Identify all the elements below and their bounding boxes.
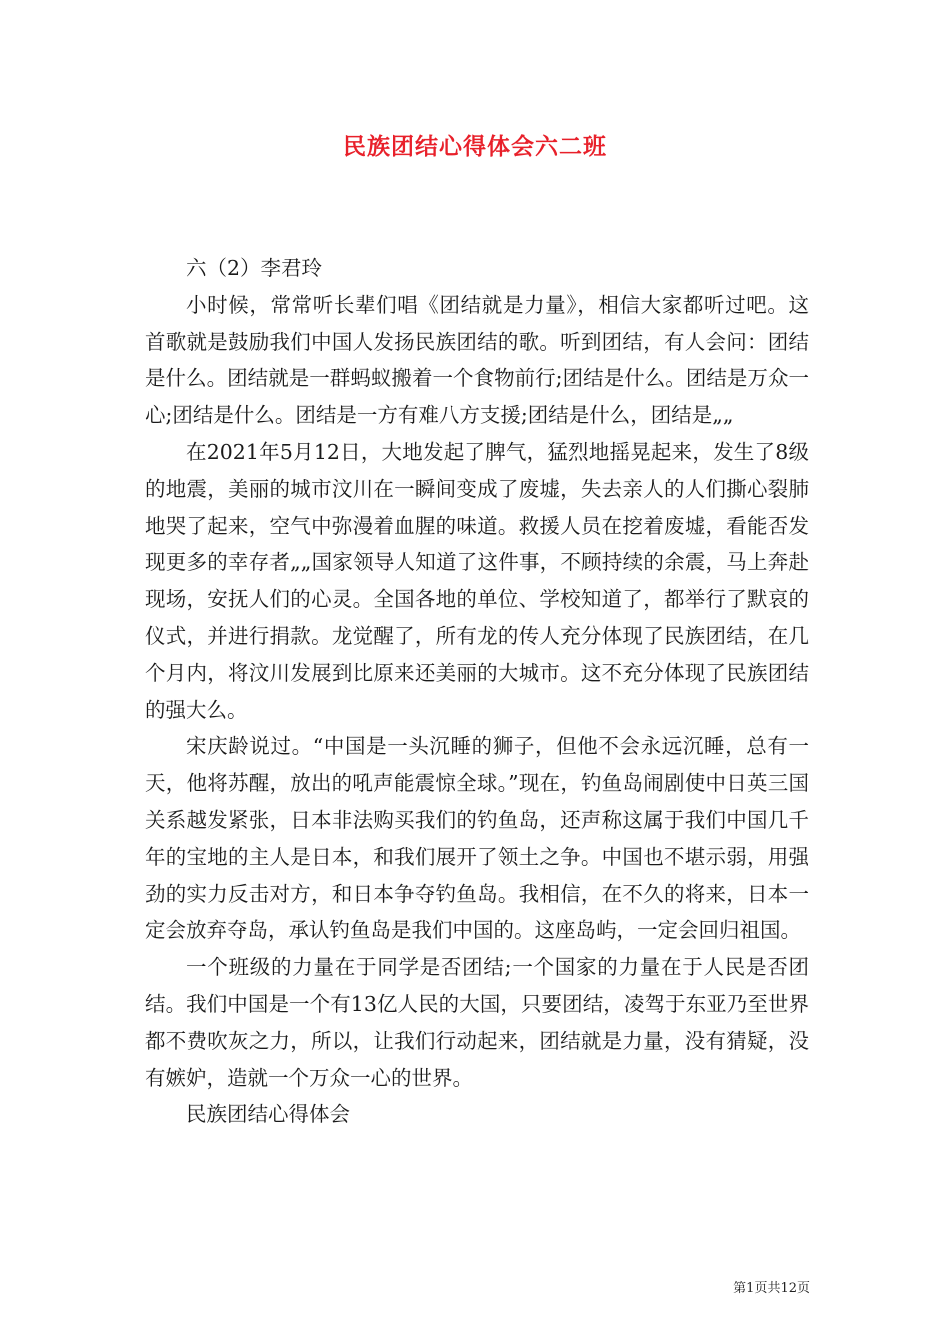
document-title: 民族团结心得体会六二班 <box>343 133 607 160</box>
page-number: 第1页共12页 <box>733 1281 810 1296</box>
paragraph-3: 宋庆龄说过。“中国是一头沉睡的狮子，但他不会永远沉睡，总有一天，他将苏醒，放出的吼声能震惊全球。”现在，钓鱼岛闹剧使中日英三国关系越发紧张，日本非法购买我们的钓鱼岛，还声称这属于我们中国几千年的宝地的主人是日本，和我们展开了领土之争。中国也不堪示弱，用强劲的实力反击对方，和日本争夺钓鱼岛。我相信，在不久的将来，日本一定会放弃夺岛，承认钓鱼岛是我们中国的。这座岛屿，一定会回归祖国。 <box>145 734 809 943</box>
paragraph-2: 在2021年5月12日，大地发起了脾气，猛烈地摇晃起来，发生了8级的地震，美丽的城市汶川在一瞬间变成了废墟，失去亲人的人们撕心裂肺地哭了起来，空气中弥漫着血腥的味道。救援人员在挖着废墟，看能否发现更多的幸存者„„国家领导人知道了这件事，不顾持续的余震，马上奔赴现场，安抚人们的心灵。全国各地的单位、学校知道了，都举行了默哀的仪式，并进行捐款。龙觉醒了，所有龙的传人充分体现了民族团结，在几个月内，将汶川发展到比原来还美丽的大城市。这不充分体现了民族团结的强大么。 <box>145 439 809 722</box>
paragraph-4: 一个班级的力量在于同学是否团结;一个国家的力量在于人民是否团结。我们中国是一个有13亿人民的大国，只要团结，凌驾于东亚乃至世界都不费吹灰之力，所以，让我们行动起来，团结就是力量，没有猜疑，没有嫉妒，造就一个万众一心的世界。 <box>145 955 809 1090</box>
author-line: 六（2）李君玲 <box>186 256 323 280</box>
section-heading: 民族团结心得体会 <box>186 1102 350 1127</box>
document-body <box>145 250 809 1133</box>
paragraph-1: 小时候，常常听长辈们唱《团结就是力量》，相信大家都听过吧。这首歌就是鼓励我们中国人发扬民族团结的歌。听到团结，有人会问：团结是什么。团结就是一群蚂蚁搬着一个食物前行;团结是什么。团结是万众一心;团结是什么。团结是一方有难八方支援;团结是什么，团结是„„ <box>145 292 809 428</box>
